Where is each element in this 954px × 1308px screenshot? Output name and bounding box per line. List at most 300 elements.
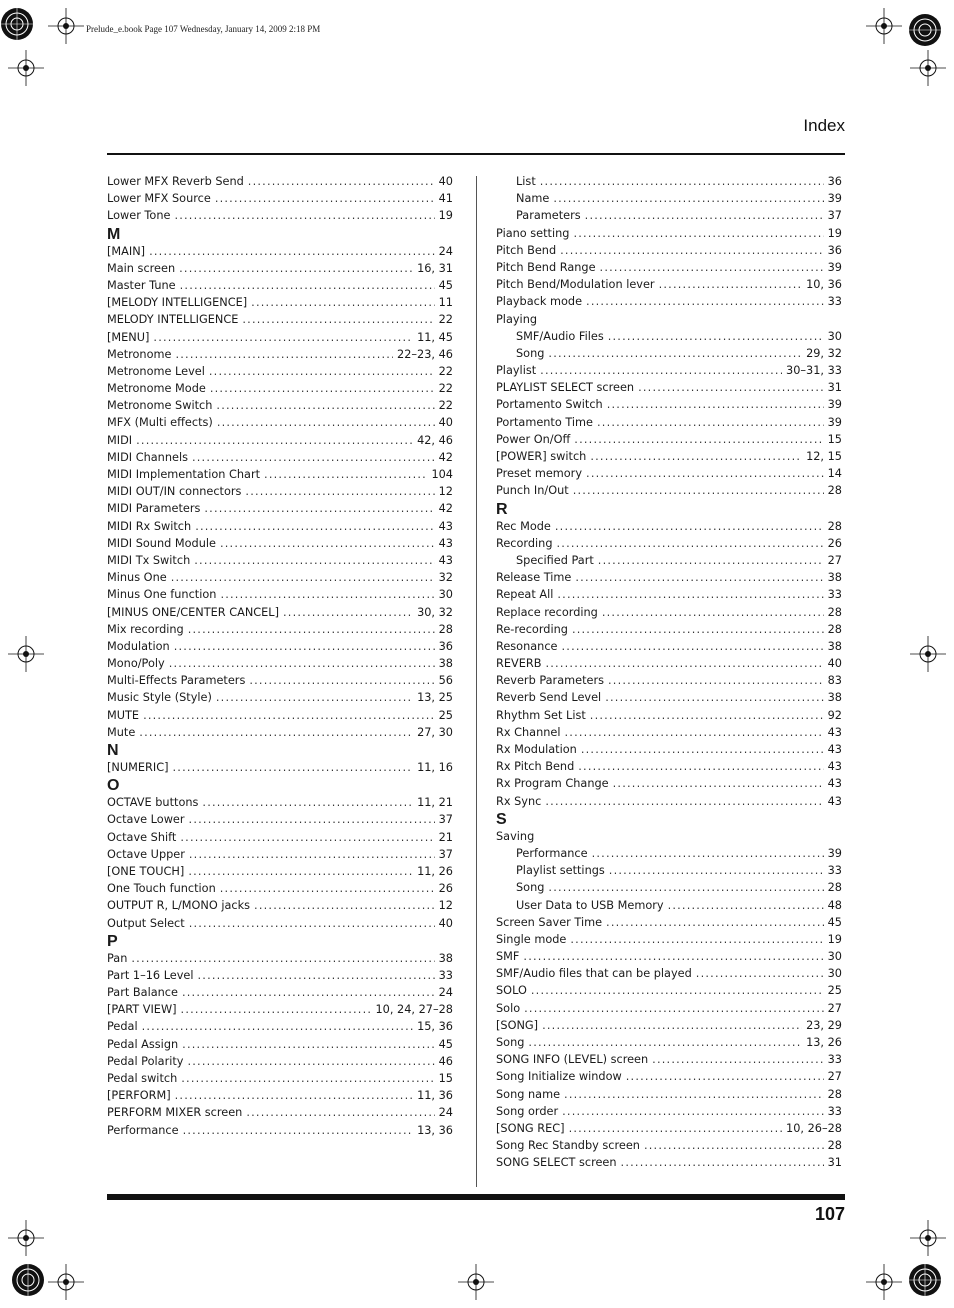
index-page-refs: 92 <box>827 708 842 722</box>
dot-leader <box>182 984 435 1001</box>
index-term: Single mode <box>496 932 567 946</box>
index-term: Modulation <box>107 639 170 653</box>
dot-leader <box>187 1053 434 1070</box>
index-term: Metronome Level <box>107 364 205 378</box>
dot-leader <box>597 414 824 431</box>
index-page-refs: 43 <box>438 536 453 550</box>
index-term: Rx Pitch Bend <box>496 760 575 774</box>
index-entry <box>496 396 842 413</box>
index-page-refs: 33 <box>438 968 453 982</box>
index-term: Re-recording <box>496 622 568 636</box>
index-page-refs: 43 <box>827 743 842 756</box>
index-page-refs: 38 <box>438 657 453 671</box>
index-term: Specified Part <box>516 553 594 567</box>
index-term: Pitch Bend/Modulation lever <box>496 278 655 292</box>
index-page-refs: 43 <box>827 760 842 774</box>
index-term: Rx Sync <box>496 794 542 808</box>
dot-leader <box>188 621 435 638</box>
dot-leader <box>581 741 824 758</box>
index-term: Rx Modulation <box>496 743 577 756</box>
index-term: [ONE TOUCH] <box>107 864 185 878</box>
index-entry <box>107 950 453 967</box>
index-entry <box>496 1103 842 1120</box>
index-term: Metronome <box>107 347 172 361</box>
index-term: SMF <box>496 950 520 964</box>
dot-leader <box>142 1018 413 1035</box>
index-term: MIDI Sound Module <box>107 536 216 550</box>
index-term: MIDI Channels <box>107 450 188 464</box>
index-page-refs: 19 <box>827 226 842 240</box>
index-term: MIDI Tx Switch <box>107 553 191 567</box>
index-letter-heading: M <box>107 225 121 243</box>
index-entry <box>496 775 842 792</box>
dot-leader <box>220 586 434 603</box>
index-entry <box>107 984 453 1001</box>
index-page-refs: 28 <box>827 519 842 533</box>
index-page-refs: 28 <box>827 1087 842 1101</box>
header-rule <box>107 153 845 155</box>
crosshair-icon <box>8 1220 44 1256</box>
index-page-refs: 36 <box>438 639 453 653</box>
index-term: Rx Program Change <box>496 777 609 791</box>
index-term: MIDI Parameters <box>107 502 201 516</box>
dot-leader <box>531 982 824 999</box>
dot-leader <box>248 173 435 190</box>
index-entry <box>107 1018 453 1035</box>
index-subentry <box>496 897 842 914</box>
index-entry <box>107 621 453 638</box>
dot-leader <box>195 518 434 535</box>
index-page-refs: 46 <box>438 1054 453 1068</box>
index-term: List <box>516 175 536 188</box>
index-term: Lower Tone <box>107 209 171 223</box>
index-term: Pitch Bend <box>496 243 557 257</box>
index-term: Lower MFX Reverb Send <box>107 175 244 188</box>
index-term: Piano setting <box>496 226 570 240</box>
index-entry <box>107 483 453 500</box>
dot-leader <box>183 1122 413 1139</box>
dot-leader <box>609 862 824 879</box>
index-page-refs: 43 <box>827 777 842 791</box>
dot-leader <box>545 655 823 672</box>
dot-leader <box>562 638 824 655</box>
index-page-refs: 29, 32 <box>806 346 842 360</box>
index-entry <box>496 276 842 293</box>
index-subentry <box>496 207 842 224</box>
index-page-refs: 33 <box>827 1104 842 1118</box>
index-page-refs: 26 <box>438 882 453 896</box>
index-page-refs: 28 <box>438 622 453 636</box>
index-entry <box>496 931 842 948</box>
index-term: Resonance <box>496 639 558 653</box>
dot-leader <box>182 1036 434 1053</box>
index-entry <box>496 431 842 448</box>
crosshair-icon <box>458 1264 494 1300</box>
index-entry <box>496 465 842 482</box>
index-term: OUTPUT R, L/MONO jacks <box>107 899 251 913</box>
index-term: Rec Mode <box>496 519 551 533</box>
index-entry <box>496 379 842 396</box>
dot-leader <box>562 1103 823 1120</box>
index-term: Playlist <box>496 364 537 378</box>
index-term: Power On/Off <box>496 432 571 446</box>
index-page-refs: 15 <box>438 1072 453 1085</box>
index-letter-heading: P <box>107 932 118 950</box>
index-term: Performance <box>516 846 588 860</box>
dot-leader <box>570 931 823 948</box>
dot-leader <box>696 965 824 982</box>
index-entry <box>107 173 453 190</box>
index-page-refs: 27, 30 <box>417 725 453 739</box>
index-term: Punch In/Out <box>496 484 569 498</box>
index-entry <box>107 967 453 984</box>
dot-leader <box>149 243 435 260</box>
index-page-refs: 30–31, 33 <box>786 364 842 378</box>
index-term: Song <box>496 1036 525 1049</box>
dot-leader <box>210 380 435 397</box>
index-page-refs: 19 <box>438 209 453 223</box>
index-entry <box>496 518 842 535</box>
index-term: Output Select <box>107 916 185 930</box>
index-term: MIDI Rx Switch <box>107 519 192 533</box>
dot-leader <box>215 190 435 207</box>
dot-leader <box>560 242 824 259</box>
index-term: Song Rec Standby screen <box>496 1139 640 1153</box>
index-page-refs: 45 <box>827 915 842 929</box>
dot-leader <box>652 1051 823 1068</box>
index-entry <box>107 449 453 466</box>
registration-mark-icon <box>907 12 943 48</box>
dot-leader <box>245 483 434 500</box>
dot-leader <box>181 1001 372 1018</box>
dot-leader <box>175 1087 413 1104</box>
index-term: Reverb Parameters <box>496 674 604 688</box>
dot-leader <box>264 466 427 483</box>
index-page-refs: 38 <box>438 951 453 965</box>
dot-leader <box>638 379 824 396</box>
index-term: [POWER] switch <box>496 450 587 463</box>
index-page-refs: 11, 36 <box>417 1089 453 1103</box>
dot-leader <box>590 448 802 465</box>
dot-leader <box>220 535 435 552</box>
index-entry <box>107 535 453 552</box>
dot-leader <box>188 863 413 880</box>
dot-leader <box>180 277 435 294</box>
index-page-refs: 13, 26 <box>806 1036 842 1049</box>
index-subentry <box>496 845 842 862</box>
index-term: One Touch function <box>107 882 216 896</box>
dot-leader <box>189 811 435 828</box>
registration-mark-icon <box>10 1262 46 1298</box>
index-entry <box>496 621 842 638</box>
index-term: [MAIN] <box>107 244 146 258</box>
index-entry <box>496 1154 842 1171</box>
index-entry <box>496 1017 842 1034</box>
index-entry <box>107 1053 453 1070</box>
index-page-refs: 37 <box>438 813 453 827</box>
index-term: MUTE <box>107 708 140 722</box>
crosshair-icon <box>866 8 902 44</box>
index-entry <box>107 724 453 741</box>
index-entry <box>496 225 842 242</box>
index-page-refs: 33 <box>827 1053 842 1067</box>
index-term: [PERFORM] <box>107 1089 171 1103</box>
dot-leader <box>131 950 434 967</box>
index-entry <box>107 897 453 914</box>
index-page-refs: 31 <box>827 1156 842 1170</box>
dot-leader <box>194 552 434 569</box>
dot-leader <box>565 724 824 741</box>
index-term: MFX (Multi effects) <box>107 416 213 430</box>
dot-leader <box>217 414 435 431</box>
crosshair-icon <box>48 1264 84 1300</box>
index-term: Rhythm Set List <box>496 708 586 722</box>
dot-leader <box>542 1017 802 1034</box>
dot-leader <box>189 915 435 932</box>
index-page-refs: 40 <box>438 416 453 430</box>
index-page-refs: 22 <box>438 399 453 413</box>
dot-leader <box>249 672 434 689</box>
dot-leader <box>575 569 823 586</box>
page-number: 107 <box>814 1204 845 1224</box>
index-entry <box>107 1122 453 1139</box>
index-page-refs: 37 <box>438 847 453 861</box>
dot-leader <box>181 1070 434 1087</box>
dot-leader <box>254 897 435 914</box>
index-entry <box>496 448 842 465</box>
index-entry <box>496 1000 842 1017</box>
dot-leader <box>600 259 824 276</box>
index-entry <box>496 741 842 758</box>
index-entry <box>107 243 453 260</box>
index-page-refs: 40 <box>438 175 453 188</box>
dot-leader <box>209 363 435 380</box>
index-page-refs: 27 <box>827 1070 842 1084</box>
dot-leader <box>644 1137 824 1154</box>
dot-leader <box>548 879 823 896</box>
index-page-refs: 30, 32 <box>417 605 453 619</box>
dot-leader <box>216 397 434 414</box>
index-term: [MELODY INTELLIGENCE] <box>107 296 248 310</box>
index-page-refs: 33 <box>827 588 842 602</box>
dot-leader <box>251 294 434 311</box>
index-page-refs: 40 <box>827 657 842 671</box>
index-page-refs: 39 <box>827 415 842 429</box>
index-entry <box>496 293 842 310</box>
index-entry <box>496 655 842 672</box>
index-page-refs: 38 <box>827 691 842 705</box>
index-entry <box>107 552 453 569</box>
dot-leader <box>573 482 824 499</box>
dot-leader <box>283 604 413 621</box>
index-page-refs: 10, 24, 27–28 <box>375 1003 453 1017</box>
index-entry <box>107 846 453 863</box>
index-term: SONG INFO (LEVEL) screen <box>496 1053 649 1067</box>
index-entry <box>496 1137 842 1154</box>
dot-leader <box>590 707 824 724</box>
index-term: SMF/Audio Files <box>516 329 604 343</box>
index-term: Parameters <box>516 209 581 223</box>
dot-leader <box>175 346 393 363</box>
dot-leader <box>139 724 413 741</box>
index-page-refs: 10, 36 <box>806 278 842 292</box>
index-term: Replace recording <box>496 605 598 619</box>
index-entry <box>107 294 453 311</box>
index-page-refs: 36 <box>827 243 842 257</box>
index-column-left <box>107 173 453 1139</box>
index-entry <box>496 758 842 775</box>
index-letter-heading: N <box>107 742 119 759</box>
index-entry <box>496 982 842 999</box>
index-page-refs: 22 <box>438 382 453 396</box>
index-page-refs: 11, 26 <box>417 864 453 878</box>
index-page-refs: 33 <box>827 864 842 878</box>
dot-leader <box>174 638 435 655</box>
crosshair-icon <box>48 8 84 44</box>
index-term: MIDI OUT/IN connectors <box>107 485 242 499</box>
index-entry <box>107 518 453 535</box>
index-page-refs: 19 <box>827 932 842 946</box>
index-page-refs: 25 <box>827 984 842 998</box>
index-entry <box>107 363 453 380</box>
index-term: Part 1–16 Level <box>107 968 194 982</box>
index-term: Song <box>516 346 545 360</box>
index-entry <box>496 1034 842 1051</box>
index-page-refs: 41 <box>438 192 453 206</box>
dot-leader <box>573 225 823 242</box>
index-subentry <box>496 879 842 896</box>
dot-leader <box>608 672 824 689</box>
index-term: Song <box>516 881 545 895</box>
dot-leader <box>169 655 435 672</box>
index-page-refs: 27 <box>827 553 842 567</box>
index-page-refs: 11, 16 <box>417 761 453 774</box>
index-page-refs: 24 <box>438 1106 453 1120</box>
index-term: Release Time <box>496 571 572 585</box>
index-page-refs: 39 <box>827 398 842 412</box>
dot-leader <box>143 707 435 724</box>
dot-leader <box>242 311 434 328</box>
index-term: Preset memory <box>496 467 583 481</box>
index-term: SMF/Audio files that can be played <box>496 967 692 981</box>
index-term: Mute <box>107 725 136 739</box>
index-page-refs: 42 <box>438 502 453 516</box>
dot-leader <box>553 190 823 207</box>
index-entry <box>107 880 453 897</box>
index-page-refs: 42, 46 <box>417 433 453 447</box>
index-term: [MINUS ONE/CENTER CANCEL] <box>107 605 280 619</box>
index-term: Lower MFX Source <box>107 192 211 206</box>
index-entry <box>107 1104 453 1121</box>
index-term: Playing <box>496 312 538 326</box>
index-page-refs: 13, 36 <box>417 1123 453 1137</box>
crosshair-icon <box>8 636 44 672</box>
index-letter-heading: O <box>107 777 120 795</box>
dot-leader <box>174 207 434 224</box>
index-term: Name <box>516 192 550 206</box>
index-subentry <box>496 862 842 879</box>
index-entry <box>107 1036 453 1053</box>
dot-leader <box>524 1000 823 1017</box>
dot-leader <box>528 1034 802 1051</box>
index-entry <box>107 794 453 811</box>
index-entry <box>107 638 453 655</box>
index-page-refs: 11 <box>438 296 453 310</box>
dot-leader <box>192 449 435 466</box>
index-term: Minus One function <box>107 588 217 602</box>
index-entry <box>107 915 453 932</box>
dot-leader <box>586 465 824 482</box>
index-term: Pitch Bend Range <box>496 260 596 274</box>
dot-leader <box>626 1068 824 1085</box>
index-entry <box>107 311 453 328</box>
index-entry <box>107 380 453 397</box>
index-term: Pedal Polarity <box>107 1054 184 1068</box>
section-title: Index <box>803 116 845 135</box>
index-letter-heading: R <box>496 500 508 518</box>
index-term: Playback mode <box>496 295 583 309</box>
dot-leader <box>204 500 434 517</box>
index-entry <box>496 414 842 431</box>
index-page-refs: 22 <box>438 313 453 327</box>
index-term: Solo <box>496 1001 521 1015</box>
index-term: Main screen <box>107 261 176 275</box>
index-page-refs: 45 <box>438 278 453 292</box>
dot-leader <box>216 689 413 706</box>
dot-leader <box>246 1104 434 1121</box>
index-page-refs: 31 <box>827 381 842 395</box>
index-page-refs: 30 <box>827 950 842 964</box>
index-page-refs: 24 <box>438 244 453 258</box>
index-term: MELODY INTELLIGENCE <box>107 313 239 327</box>
index-entry <box>496 672 842 689</box>
index-subentry <box>496 328 842 345</box>
dot-leader <box>220 880 435 897</box>
index-entry <box>107 277 453 294</box>
index-page-refs: 28 <box>827 484 842 498</box>
index-page-refs: 14 <box>827 467 842 481</box>
index-page-refs: 12, 15 <box>806 450 842 463</box>
index-page-refs: 42 <box>438 450 453 464</box>
index-page-refs: 12 <box>438 899 453 913</box>
footer-rule <box>107 1194 845 1200</box>
dot-leader <box>153 329 413 346</box>
dot-leader <box>572 621 824 638</box>
index-entry <box>496 1120 842 1137</box>
index-page-refs: 45 <box>438 1037 453 1051</box>
index-term: Metronome Mode <box>107 382 206 396</box>
index-term: Portamento Switch <box>496 398 603 412</box>
index-entry <box>496 965 842 982</box>
index-entry <box>496 311 842 328</box>
dot-leader <box>557 586 823 603</box>
index-page-refs: 30 <box>438 588 453 602</box>
index-term: MIDI Implementation Chart <box>107 468 261 481</box>
index-entry <box>496 586 842 603</box>
index-page-refs: 104 <box>431 468 453 481</box>
index-entry <box>496 482 842 499</box>
index-term: PERFORM MIXER screen <box>107 1106 243 1120</box>
index-page-refs: 43 <box>827 794 842 808</box>
index-entry <box>107 759 453 776</box>
index-entry <box>496 1086 842 1103</box>
dot-leader <box>171 569 435 586</box>
index-term: Saving <box>496 829 535 843</box>
index-term: OCTAVE buttons <box>107 796 199 810</box>
index-page-refs: 26 <box>827 536 842 550</box>
index-term: Metronome Switch <box>107 399 213 413</box>
index-term: Pan <box>107 951 128 965</box>
